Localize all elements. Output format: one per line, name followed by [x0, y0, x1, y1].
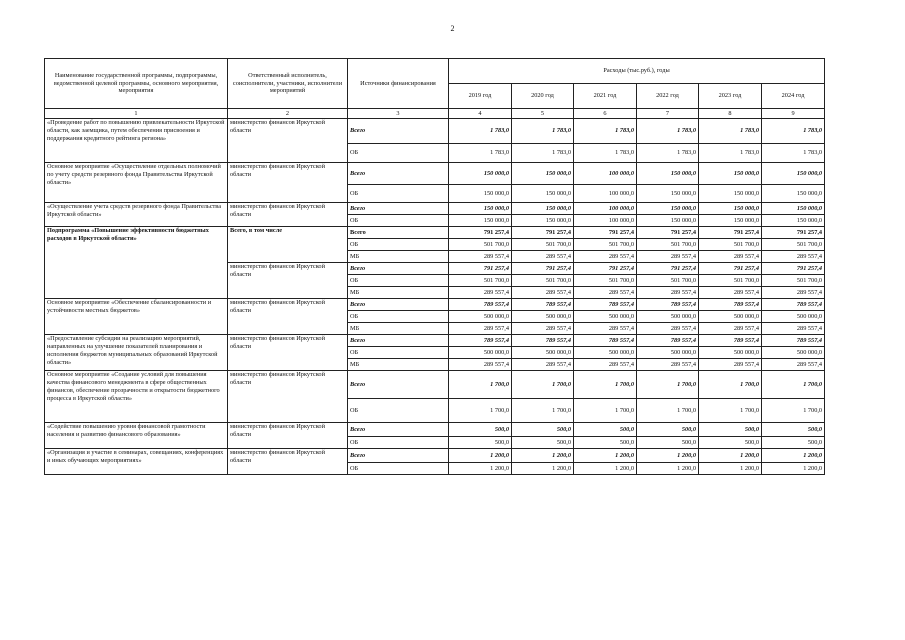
value-cell: 791 257,4 [574, 263, 637, 275]
value-cell: 789 557,4 [449, 299, 512, 311]
row-source: Всего [348, 299, 449, 311]
row-name: «Организация и участие в семинарах, совещаниях, конференциях и иных обучающих мероприятиях» [45, 449, 228, 475]
table-header [45, 59, 825, 119]
value-cell: 1 783,0 [762, 119, 825, 144]
value-cell: 289 557,4 [574, 359, 637, 371]
value-cell: 150 000,0 [449, 215, 512, 227]
value-cell: 500 000,0 [699, 311, 762, 323]
value-cell: 289 557,4 [637, 251, 699, 263]
budget-table [44, 58, 825, 475]
value-cell: 791 257,4 [512, 227, 574, 239]
value-cell: 789 557,4 [699, 335, 762, 347]
value-cell: 789 557,4 [449, 335, 512, 347]
value-cell: 500 000,0 [762, 347, 825, 359]
value-cell: 791 257,4 [449, 227, 512, 239]
value-cell: 500 000,0 [512, 311, 574, 323]
value-cell: 791 257,4 [512, 263, 574, 275]
row-source: ОБ [348, 185, 449, 203]
table-row [45, 335, 825, 347]
row-source: МБ [348, 287, 449, 299]
value-cell: 150 000,0 [699, 185, 762, 203]
table-row [45, 163, 825, 185]
table-row [45, 449, 825, 463]
row-executor: министерство финансов Иркутской области [228, 423, 348, 449]
value-cell: 289 557,4 [699, 251, 762, 263]
table-row [45, 299, 825, 311]
value-cell: 100 000,0 [574, 185, 637, 203]
value-cell: 289 557,4 [637, 323, 699, 335]
row-executor: министерство финансов Иркутской области [228, 371, 348, 423]
row-source: ОБ [348, 463, 449, 475]
value-cell: 500 000,0 [699, 347, 762, 359]
value-cell: 1 700,0 [512, 399, 574, 423]
row-source: Всего [348, 371, 449, 399]
value-cell: 1 200,0 [574, 463, 637, 475]
value-cell: 1 200,0 [449, 449, 512, 463]
value-cell: 501 700,0 [512, 239, 574, 251]
header-executor: Ответственный исполнитель, соисполнители, участники, исполнители мероприятий [228, 59, 348, 109]
value-cell: 1 200,0 [512, 449, 574, 463]
value-cell: 1 783,0 [449, 119, 512, 144]
value-cell: 501 700,0 [449, 275, 512, 287]
value-cell: 1 200,0 [637, 463, 699, 475]
value-cell: 150 000,0 [699, 215, 762, 227]
value-cell: 501 700,0 [512, 275, 574, 287]
row-executor: министерство финансов Иркутской области [228, 163, 348, 203]
row-source: ОБ [348, 399, 449, 423]
value-cell: 1 700,0 [574, 399, 637, 423]
header-source: Источники финансирования [348, 59, 449, 109]
value-cell: 289 557,4 [699, 323, 762, 335]
value-cell: 150 000,0 [762, 185, 825, 203]
value-cell: 500,0 [762, 423, 825, 437]
row-source: ОБ [348, 311, 449, 323]
value-cell: 500 000,0 [637, 347, 699, 359]
row-source: ОБ [348, 239, 449, 251]
table-row [45, 227, 825, 239]
value-cell: 1 783,0 [574, 144, 637, 163]
value-cell: 500 000,0 [637, 311, 699, 323]
value-cell: 500 000,0 [512, 347, 574, 359]
header-name: Наименование государственной программы, подпрограммы, ведомственной целевой программы, основного мероприятия, мероприятия [45, 59, 228, 109]
column-number: 8 [699, 109, 762, 119]
value-cell: 789 557,4 [699, 299, 762, 311]
value-cell: 501 700,0 [637, 275, 699, 287]
row-source: Всего [348, 119, 449, 144]
value-cell: 150 000,0 [637, 185, 699, 203]
row-source: ОБ [348, 347, 449, 359]
row-source: ОБ [348, 275, 449, 287]
column-number: 6 [574, 109, 637, 119]
value-cell: 1 783,0 [637, 119, 699, 144]
value-cell: 1 783,0 [574, 119, 637, 144]
value-cell: 501 700,0 [762, 239, 825, 251]
value-cell: 1 700,0 [512, 371, 574, 399]
value-cell: 500,0 [762, 437, 825, 449]
row-name: Подпрограмма «Повышение эффективности бюджетных расходов в Иркутской области» [45, 227, 228, 299]
value-cell: 500 000,0 [574, 311, 637, 323]
row-name: Основное мероприятие «Обеспечение сбалансированности и устойчивости местных бюджетов» [45, 299, 228, 335]
value-cell: 500,0 [574, 437, 637, 449]
value-cell: 1 200,0 [762, 463, 825, 475]
value-cell: 500,0 [699, 423, 762, 437]
value-cell: 501 700,0 [449, 239, 512, 251]
value-cell: 1 700,0 [699, 399, 762, 423]
column-number: 7 [637, 109, 699, 119]
value-cell: 791 257,4 [762, 227, 825, 239]
value-cell: 501 700,0 [574, 239, 637, 251]
value-cell: 500,0 [699, 437, 762, 449]
column-number: 3 [348, 109, 449, 119]
row-name: «Предоставление субсидии на реализацию мероприятий, направленных на улучшение показателей планирования и исполнения бюджетов муниципальных образований Иркутской области» [45, 335, 228, 371]
value-cell: 1 783,0 [449, 144, 512, 163]
row-executor: министерство финансов Иркутской области [228, 203, 348, 227]
value-cell: 289 557,4 [699, 287, 762, 299]
value-cell: 501 700,0 [574, 275, 637, 287]
value-cell: 150 000,0 [449, 203, 512, 215]
value-cell: 1 783,0 [699, 144, 762, 163]
header-year: 2024 год [762, 84, 825, 109]
table-body [45, 119, 825, 475]
value-cell: 150 000,0 [512, 163, 574, 185]
value-cell: 791 257,4 [637, 263, 699, 275]
row-name: Основное мероприятие «Создание условий для повышения качества финансового менеджмента в сфере общественных финансов, обеспечение прозрачности и открытости бюджетного процесса в Иркутской области» [45, 371, 228, 423]
value-cell: 1 200,0 [699, 463, 762, 475]
row-name: «Проведение работ по повышению привлекательности Иркутской области, как заемщика, путем обеспечения присвоения и поддержания кредитного рейтинга региона» [45, 119, 228, 163]
value-cell: 150 000,0 [637, 203, 699, 215]
value-cell: 150 000,0 [449, 163, 512, 185]
value-cell: 791 257,4 [762, 263, 825, 275]
value-cell: 289 557,4 [762, 251, 825, 263]
row-executor: министерство финансов Иркутской области [228, 263, 348, 299]
value-cell: 501 700,0 [762, 275, 825, 287]
value-cell: 1 783,0 [699, 119, 762, 144]
value-cell: 1 700,0 [574, 371, 637, 399]
value-cell: 500 000,0 [449, 311, 512, 323]
row-source: ОБ [348, 144, 449, 163]
value-cell: 289 557,4 [574, 287, 637, 299]
value-cell: 289 557,4 [574, 323, 637, 335]
row-source: Всего [348, 163, 449, 185]
value-cell: 150 000,0 [637, 215, 699, 227]
value-cell: 1 700,0 [637, 371, 699, 399]
value-cell: 150 000,0 [512, 203, 574, 215]
value-cell: 500,0 [512, 423, 574, 437]
value-cell: 500 000,0 [449, 347, 512, 359]
value-cell: 150 000,0 [762, 163, 825, 185]
row-source: МБ [348, 323, 449, 335]
value-cell: 1 700,0 [762, 399, 825, 423]
row-executor: министерство финансов Иркутской области [228, 299, 348, 335]
value-cell: 100 000,0 [574, 163, 637, 185]
row-executor: Всего, в том числе [228, 227, 348, 263]
value-cell: 500,0 [449, 437, 512, 449]
header-year: 2022 год [637, 84, 699, 109]
column-number: 5 [512, 109, 574, 119]
value-cell: 1 200,0 [637, 449, 699, 463]
table-row [45, 203, 825, 215]
value-cell: 150 000,0 [637, 163, 699, 185]
value-cell: 150 000,0 [699, 203, 762, 215]
value-cell: 501 700,0 [699, 239, 762, 251]
value-cell: 789 557,4 [637, 299, 699, 311]
value-cell: 289 557,4 [637, 359, 699, 371]
value-cell: 1 200,0 [699, 449, 762, 463]
value-cell: 500,0 [449, 423, 512, 437]
row-source: МБ [348, 359, 449, 371]
value-cell: 789 557,4 [637, 335, 699, 347]
value-cell: 501 700,0 [637, 239, 699, 251]
table-row [45, 423, 825, 437]
value-cell: 500,0 [574, 423, 637, 437]
row-source: Всего [348, 449, 449, 463]
row-name: «Содействие повышению уровня финансовой грамотности населения и развитию финансового образования» [45, 423, 228, 449]
value-cell: 1 700,0 [449, 371, 512, 399]
header-year: 2020 год [512, 84, 574, 109]
row-executor: министерство финансов Иркутской области [228, 449, 348, 475]
value-cell: 150 000,0 [512, 185, 574, 203]
value-cell: 789 557,4 [512, 335, 574, 347]
header-expenses: Расходы (тыс.руб.), годы [449, 59, 825, 84]
value-cell: 100 000,0 [574, 215, 637, 227]
value-cell: 1 200,0 [574, 449, 637, 463]
value-cell: 289 557,4 [449, 359, 512, 371]
value-cell: 289 557,4 [512, 323, 574, 335]
value-cell: 150 000,0 [699, 163, 762, 185]
value-cell: 789 557,4 [574, 335, 637, 347]
value-cell: 289 557,4 [762, 287, 825, 299]
value-cell: 789 557,4 [574, 299, 637, 311]
table-row [45, 371, 825, 399]
column-number: 4 [449, 109, 512, 119]
value-cell: 1 783,0 [637, 144, 699, 163]
value-cell: 1 200,0 [762, 449, 825, 463]
row-source: Всего [348, 203, 449, 215]
value-cell: 289 557,4 [449, 323, 512, 335]
value-cell: 289 557,4 [449, 251, 512, 263]
row-source: Всего [348, 335, 449, 347]
value-cell: 150 000,0 [449, 185, 512, 203]
value-cell: 791 257,4 [637, 227, 699, 239]
value-cell: 1 200,0 [512, 463, 574, 475]
value-cell: 289 557,4 [762, 359, 825, 371]
value-cell: 289 557,4 [512, 251, 574, 263]
value-cell: 500 000,0 [574, 347, 637, 359]
value-cell: 289 557,4 [637, 287, 699, 299]
header-year: 2023 год [699, 84, 762, 109]
value-cell: 789 557,4 [762, 299, 825, 311]
row-source: Всего [348, 423, 449, 437]
value-cell: 791 257,4 [574, 227, 637, 239]
value-cell: 289 557,4 [449, 287, 512, 299]
value-cell: 500,0 [637, 437, 699, 449]
value-cell: 289 557,4 [512, 359, 574, 371]
column-number: 2 [228, 109, 348, 119]
row-executor: министерство финансов Иркутской области [228, 335, 348, 371]
value-cell: 500,0 [512, 437, 574, 449]
value-cell: 500,0 [637, 423, 699, 437]
value-cell: 100 000,0 [574, 203, 637, 215]
value-cell: 791 257,4 [699, 263, 762, 275]
value-cell: 1 700,0 [449, 399, 512, 423]
value-cell: 1 700,0 [762, 371, 825, 399]
row-name: Основное мероприятие «Осуществление отдельных полномочий по учету средств резервного фонда Правительства Иркутской области» [45, 163, 228, 203]
value-cell: 289 557,4 [762, 323, 825, 335]
value-cell: 501 700,0 [699, 275, 762, 287]
value-cell: 791 257,4 [699, 227, 762, 239]
row-name: «Осуществление учета средств резервного фонда Правительства Иркутской области» [45, 203, 228, 227]
value-cell: 1 700,0 [699, 371, 762, 399]
header-year: 2019 год [449, 84, 512, 109]
value-cell: 289 557,4 [574, 251, 637, 263]
row-source: ОБ [348, 215, 449, 227]
row-source: ОБ [348, 437, 449, 449]
value-cell: 791 257,4 [449, 263, 512, 275]
column-number: 9 [762, 109, 825, 119]
value-cell: 1 783,0 [512, 144, 574, 163]
row-source: Всего [348, 263, 449, 275]
value-cell: 500 000,0 [762, 311, 825, 323]
value-cell: 1 700,0 [637, 399, 699, 423]
value-cell: 289 557,4 [512, 287, 574, 299]
table-row [45, 119, 825, 144]
value-cell: 150 000,0 [762, 203, 825, 215]
value-cell: 1 783,0 [512, 119, 574, 144]
row-source: Всего [348, 227, 449, 239]
value-cell: 289 557,4 [699, 359, 762, 371]
value-cell: 150 000,0 [512, 215, 574, 227]
value-cell: 1 783,0 [762, 144, 825, 163]
value-cell: 150 000,0 [762, 215, 825, 227]
row-source: МБ [348, 251, 449, 263]
row-executor: министерство финансов Иркутской области [228, 119, 348, 163]
value-cell: 789 557,4 [512, 299, 574, 311]
column-number: 1 [45, 109, 228, 119]
header-year: 2021 год [574, 84, 637, 109]
value-cell: 1 200,0 [449, 463, 512, 475]
page-number: 2 [450, 24, 455, 33]
value-cell: 789 557,4 [762, 335, 825, 347]
